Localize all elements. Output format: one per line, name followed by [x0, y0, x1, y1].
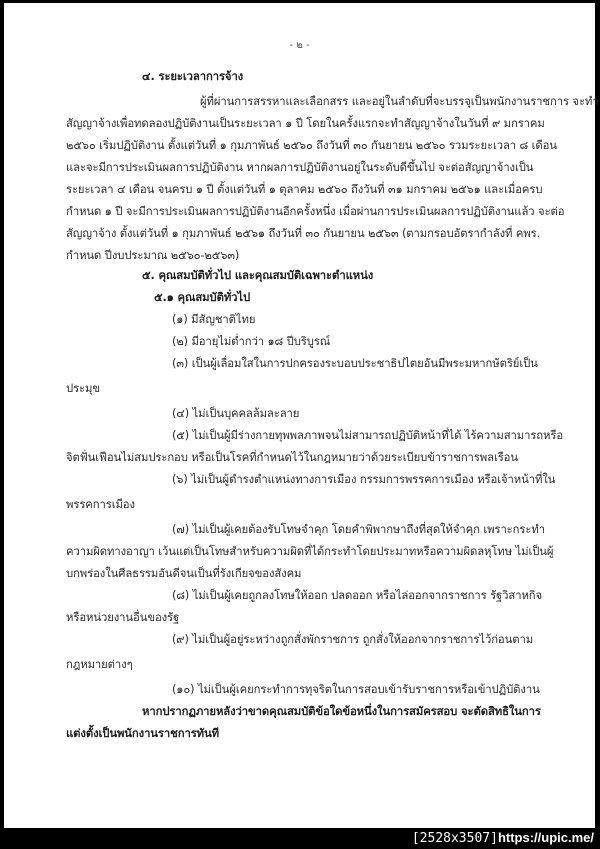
image-caption: [412, 830, 594, 846]
qualification-item: (๓) เป็นผู้เลื่อมใสในการปกครองระบอบประชาธิปไตยอันมีพระมหากษัตริย์เป็น: [172, 357, 538, 370]
qualification-item: (๖) ไม่เป็นผู้ดำรงตำแหน่งทางการเมือง กรรมการพรรคการเมือง หรือเจ้าหน้าที่ใน: [172, 473, 556, 486]
qualification-item: (๒) มีอายุไม่ต่ำกว่า ๑๘ ปีบริบูรณ์: [172, 335, 331, 348]
qualification-item: (๗) ไม่เป็นผู้เคยต้องรับโทษจำคุก โดยคำพิพากษาถึงที่สุดให้จำคุก เพราะกระทำ: [172, 523, 546, 536]
host-url[interactable]: https://upic.me/: [497, 830, 594, 845]
qualification-item: (๙) ไม่เป็นผู้อยู่ระหว่างถูกสั่งพักราชการ ถูกสั่งให้ออกจากราชการไว้ก่อนตาม: [172, 633, 534, 646]
section-5-1-heading: ๕.๑ คุณสมบัติทั่วไป: [154, 291, 251, 304]
qualification-item-cont: หรือหน่วยงานอื่นของรัฐ: [66, 611, 180, 624]
qualification-item: (๕) ไม่เป็นผู้มีร่างกายทุพพลภาพจนไม่สามารถปฏิบัติหน้าที่ได้ ไร้ความสามารถหรือ: [172, 429, 564, 442]
qualification-item-cont: บกพร่องในศีลธรรมอันดีจนเป็นที่รังเกียจของสังคม: [66, 567, 302, 580]
disqualification-note: หากปรากฏภายหลังว่าขาดคุณสมบัติข้อใดข้อหนึ่งในการสมัครสอบ จะตัดสิทธิในการ: [142, 705, 541, 718]
section-4-line: กำหนด ๑ ปี จะมีการประเมินผลการปฏิบัติงานอีกครั้งหนึ่ง เมื่อผ่านการประเมินผลการปฏิบัติงานแล้ว จะต่อ: [66, 205, 565, 218]
section-4-line: ระยะเวลา ๔ เดือน จนครบ ๑ ปี ตั้งแต่วันที่ ๑ ตุลาคม ๒๕๖๐ ถึงวันที่ ๓๑ มกราคม ๒๕๖๑ และเมื่อครบ: [66, 183, 543, 196]
section-4-line: สัญญาจ้างเพื่อทดลองปฏิบัติงานเป็นระยะเวลา ๑ ปี โดยในครั้งแรกจะทำสัญญาจ้างในวันที่ ๙ มกราคม: [66, 117, 545, 130]
document-page: [4, 3, 599, 828]
section-5-heading: ๕. คุณสมบัติทั่วไป และคุณสมบัติเฉพาะตำแหน่ง: [142, 269, 374, 282]
section-4-line: ผู้ที่ผ่านการสรรหาและเลือกสรร และอยู่ในลำดับที่จะบรรจุเป็นพนักงานราชการ จะทำ: [200, 95, 599, 108]
image-dimensions: [2528x3507]: [411, 831, 498, 846]
qualification-item-cont: กฎหมายต่างๆ: [66, 658, 133, 671]
qualification-item: (๘) ไม่เป็นผู้เคยถูกลงโทษให้ออก ปลดออก หรือไล่ออกจากราชการ รัฐวิสาหกิจ: [172, 589, 543, 602]
section-4-line: ๒๕๖๐ เริ่มปฏิบัติงาน ตั้งแต่วันที่ ๑ กุมภาพันธ์ ๒๕๖๐ ถึงวันที่ ๓๐ กันยายน ๒๕๖๐ รวมระยะเวลา ๘ เดือน: [66, 139, 557, 152]
qualification-item-cont: ประมุข: [66, 382, 100, 395]
disqualification-note-cont: แต่งตั้งเป็นพนักงานราชการทันที: [66, 727, 219, 740]
section-4-heading: ๔. ระยะเวลาการจ้าง: [142, 70, 244, 83]
qualification-item: (๑) มีสัญชาติไทย: [172, 313, 256, 326]
qualification-item-cont: จิตฟั่นเฟือนไม่สมประกอบ หรือเป็นโรคที่กำหนดไว้ในกฎหมายว่าด้วยระเบียบข้าราชการพลเรือน: [66, 451, 518, 464]
section-4-line: สัญญาจ้าง ตั้งแต่วันที่ ๑ กุมภาพันธ์ ๒๕๖๑ ถึงวันที่ ๓๐ กันยายน ๒๕๖๓ (ตามกรอบอัตรากำลังที่ คพร.: [66, 227, 541, 240]
page-number: - ๒ -: [289, 40, 310, 51]
qualification-item: (๑๐) ไม่เป็นผู้เคยกระทำการทุจริตในการสอบเข้ารับราชการหรือเข้าปฏิบัติงาน: [172, 683, 540, 696]
section-4-line: และจะมีการประเมินผลการปฏิบัติงาน หากผลการปฏิบัติงานอยู่ในระดับดีขึ้นไป จะต่อสัญญาจ้างเป็น: [66, 161, 534, 174]
qualification-item-cont: พรรคการเมือง: [66, 498, 135, 511]
qualification-item-cont: ความผิดทางอาญา เว้นแต่เป็นโทษสำหรับความผิดที่ได้กระทำโดยประมาทหรือความผิดลหุโทษ ไม่เป็นผู้: [66, 545, 554, 558]
section-4-line: กำหนด ปีงบประมาณ ๒๕๖๐-๒๕๖๓): [66, 249, 240, 262]
qualification-item: (๔) ไม่เป็นบุคคลล้มละลาย: [172, 407, 300, 420]
